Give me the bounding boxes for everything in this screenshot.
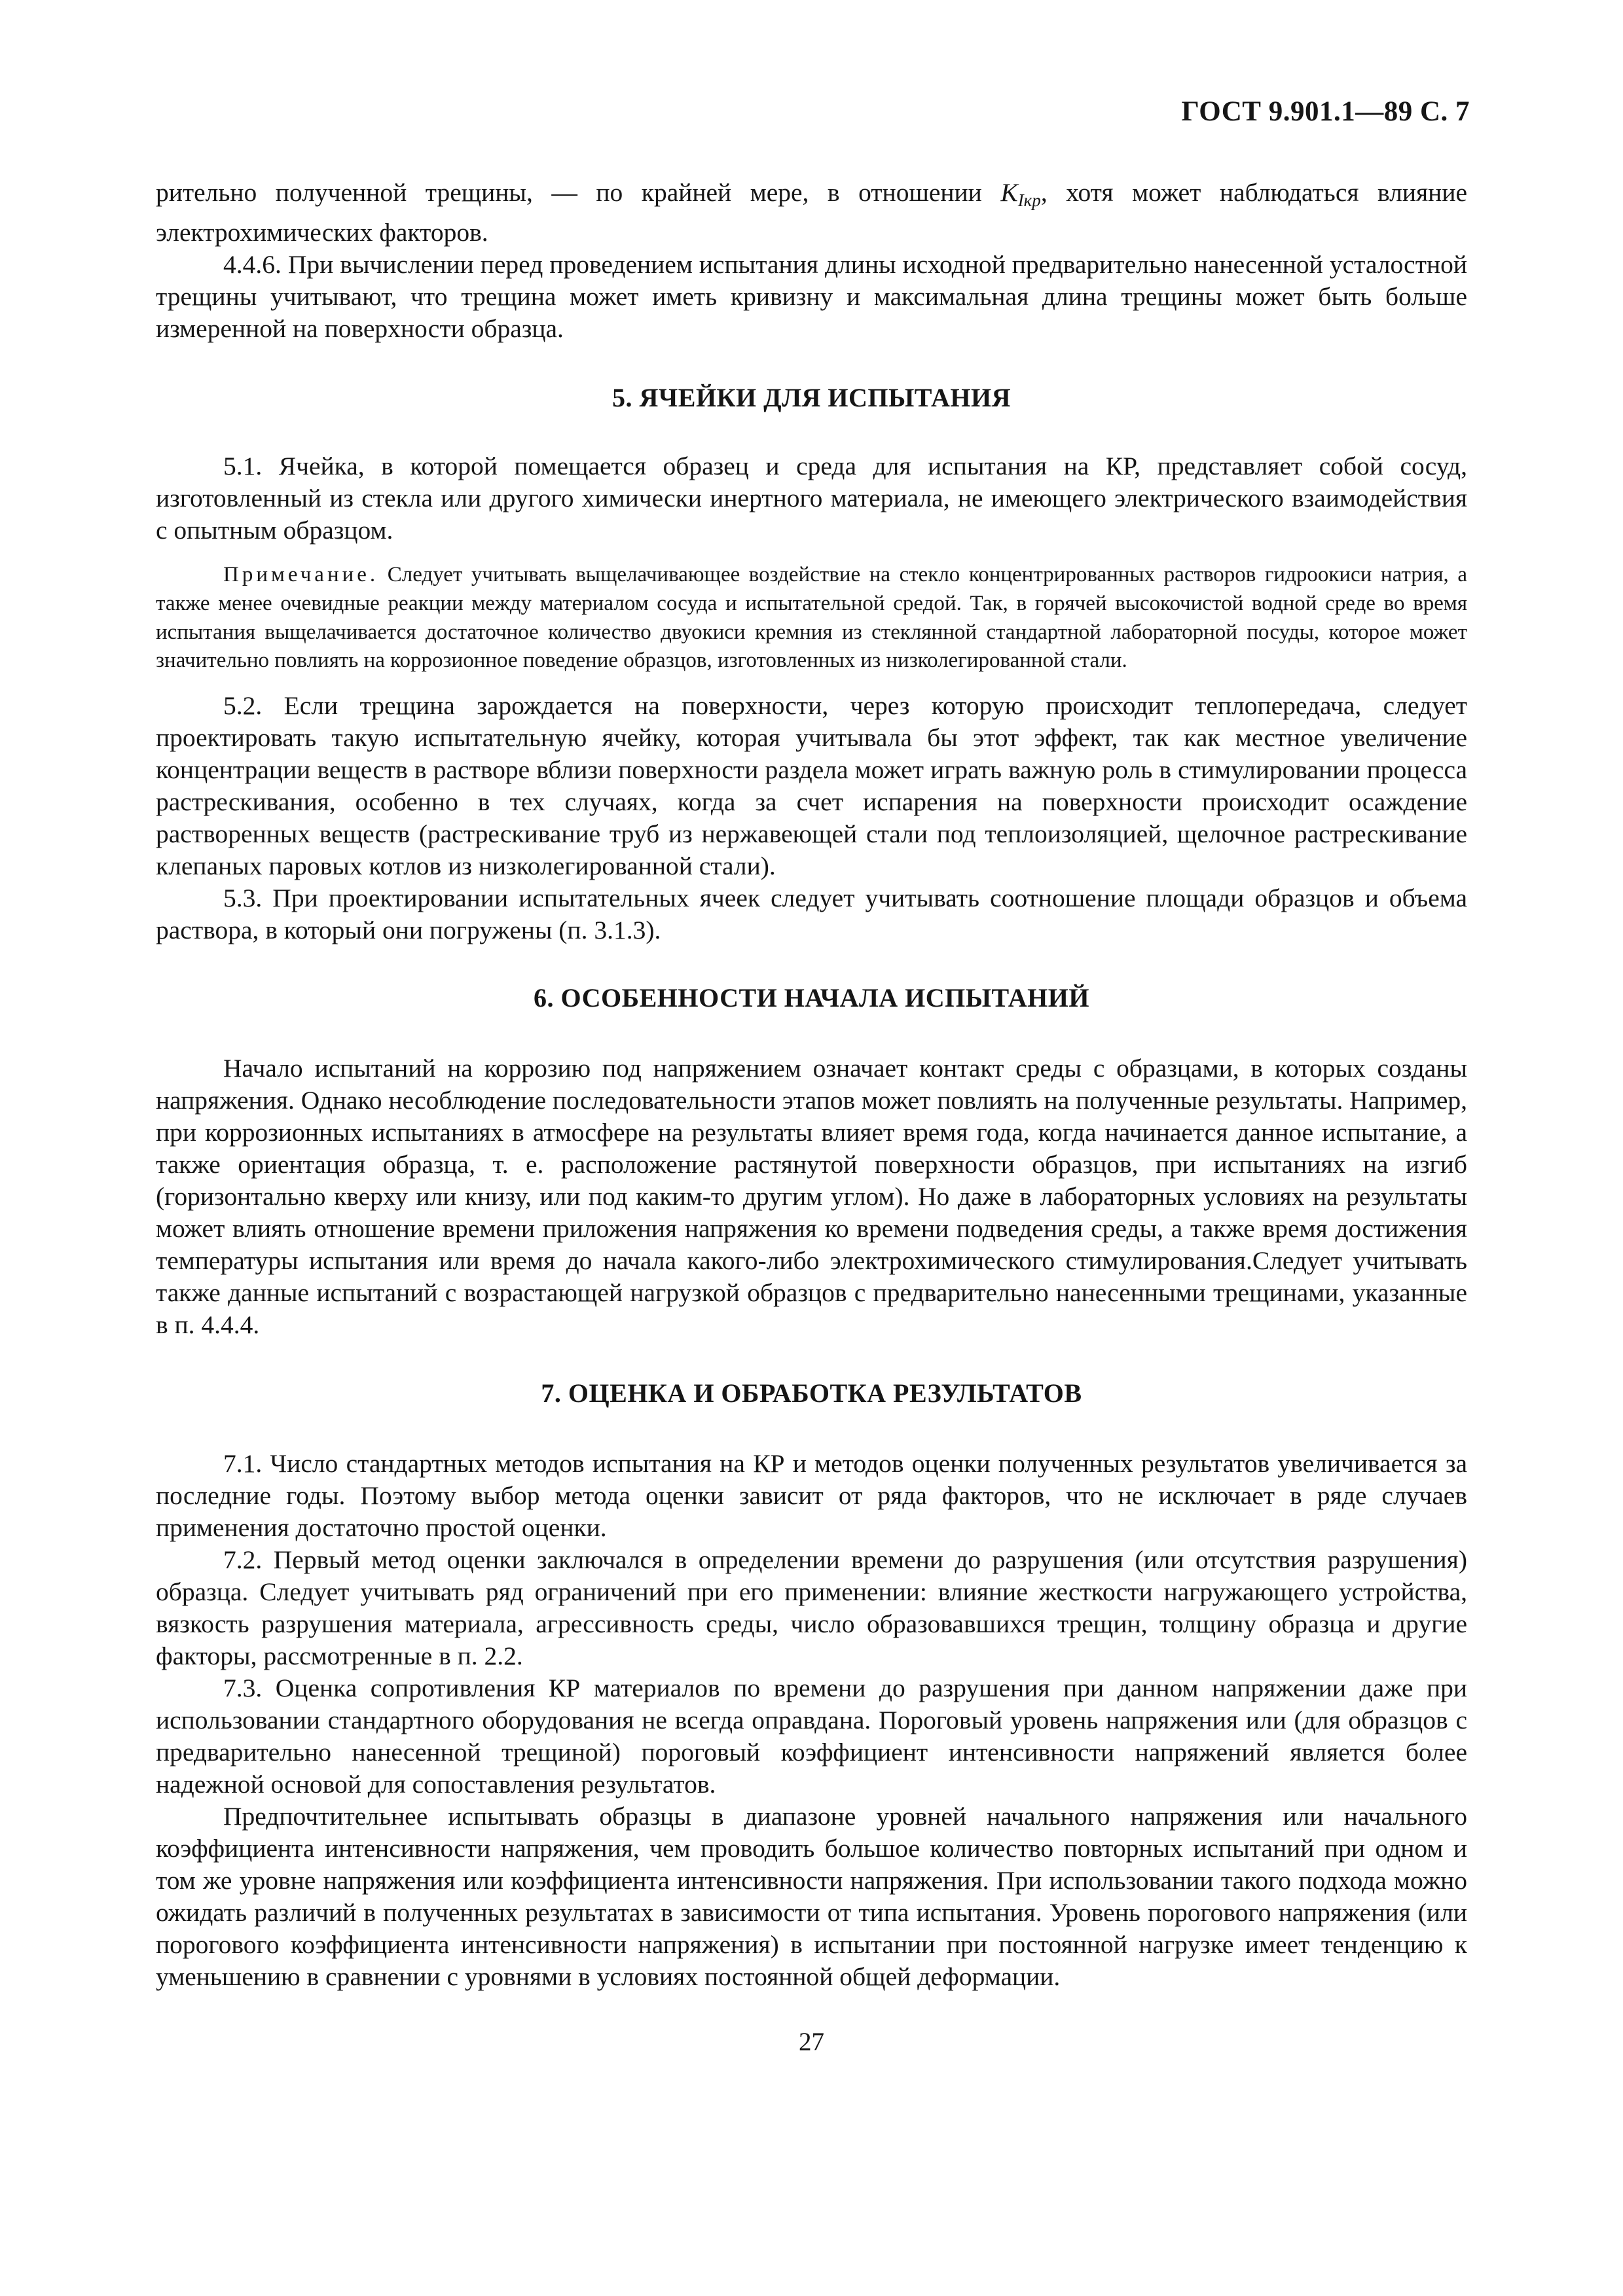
paragraph-5-2: 5.2. Если трещина зарождается на поверхности, через которую происходит теплопередача, следует проектировать такую испытательную ячейку, которая учитывала бы этот эффект, так как местное увеличение концентрации веществ в растворе вблизи поверхности раздела может играть важную роль в стимулировании процесса растрескивания, особенно в тех случаях, когда за счет испарения на поверхности происходит осаждение растворенных веществ (растрескивание труб из нержавеющей стали под теплоизоляцией, щелочное растрескивание клепаных паровых котлов из низколегированной стали).	[156, 691, 1467, 881]
paragraph-7-1: 7.1. Число стандартных методов испытания на КР и методов оценки полученных результатов увеличивается за последние годы. Поэтому выбор метода оценки зависит от ряда факторов, что не исключает в ряде случаев применения достаточно простой оценки.	[156, 1449, 1467, 1543]
running-header: ГОСТ 9.901.1—89 С. 7	[1181, 96, 1470, 127]
document-body	[156, 177, 1467, 1993]
page-number: 27	[799, 2028, 824, 2056]
note-block	[156, 561, 1467, 675]
section-5-heading: 5. ЯЧЕЙКИ ДЛЯ ИСПЫТАНИЯ	[612, 383, 1011, 412]
paragraph-4-4-6: 4.4.6. При вычислении перед проведением испытания длины исходной предварительно нанесенной усталостной трещины учитывают, что трещина может иметь кривизну и максимальная длина трещины может быть больше измеренной на поверхности образца.	[156, 250, 1467, 343]
continuation-tail: , хотя может наблюдаться влияние электрохимических факторов.	[156, 178, 1467, 247]
paragraph-7-3-continued: Предпочтительнее испытывать образцы в диапазоне уровней начального напряжения или начального коэффициента интенсивности напряжения, чем проводить большое количество повторных испытаний при одном и том же уровне напряжения или коэффициента интенсивности напряжения. При использовании такого подхода можно ожидать различий в полученных результатах в зависимости от типа испытания. Уровень порогового напряжения (или порогового коэффициента интенсивности напряжения) в испытании при постоянной нагрузке имеет тенденцию к уменьшению в сравнении с уровнями в условиях постоянной общей деформации.	[156, 1802, 1467, 1992]
note-text: Следует учитывать выщелачивающее воздействие на стекло концентрированных растворов гидроокиси натрия, а также менее очевидные реакции между материалом сосуда и испытательной средой. Так, в горячей высокочистой водной среде во время испытания выщелачивается достаточное количество двуокиси кремния из стеклянной стандартной лабораторной посуды, которое может значительно повлиять на коррозионное поведение образцов, изготовленных из низколегированной стали.	[156, 563, 1467, 673]
continuation-text: рительно полученной трещины, — по крайней мере, в отношении	[156, 178, 982, 207]
paragraph-continuation	[156, 177, 1467, 249]
note-label: Примечание.	[223, 563, 379, 586]
paragraph-7-3: 7.3. Оценка сопротивления КР материалов по времени до разрушения при данном напряжении даже при использовании стандартного оборудования не всегда оправдана. Пороговый уровень напряжения или (для образцов с предварительно нанесенной трещиной) пороговый коэффициент интенсивности напряжений является более надежной основой для сопоставления результатов.	[156, 1674, 1467, 1799]
paragraph-5-1: 5.1. Ячейка, в которой помещается образец и среда для испытания на КР, представляет собой сосуд, изготовленный из стекла или другого химически инертного материала, не имеющего электрического взаимодействия с опытным образцом.	[156, 452, 1467, 545]
section-6-heading: 6. ОСОБЕННОСТИ НАЧАЛА ИСПЫТАНИЙ	[534, 983, 1089, 1013]
section-7-heading: 7. ОЦЕНКА И ОБРАБОТКА РЕЗУЛЬТАТОВ	[541, 1378, 1082, 1408]
paragraph-7-2: 7.2. Первый метод оценки заключался в определении времени до разрушения (или отсутствия разрушения) образца. Следует учитывать ряд ограничений при его применении: влияние жесткости нагружающего устройства, вязкость разрушения материала, агрессивность среды, число образовавшихся трещин, толщину образца и другие факторы, рассмотренные в п. 2.2.	[156, 1545, 1467, 1671]
k-subscript: Iкр	[1017, 190, 1041, 210]
k-symbol: K	[1000, 178, 1018, 207]
paragraph-6: Начало испытаний на коррозию под напряжением означает контакт среды с образцами, в которых созданы напряжения. Однако несоблюдение последовательности этапов может повлиять на полученные результаты. Например, при коррозионных испытаниях в атмосфере на результаты влияет время года, когда начинается данное испытание, а также ориентация образца, т. е. расположение растянутой поверхности образцов, при испытаниях на изгиб (горизонтально кверху или книзу, или под каким-то другим углом). Но даже в лабораторных условиях на результаты может влиять отношение времени приложения напряжения ко времени подведения среды, а также время достижения температуры испытания или время до начала какого-либо электрохимического стимулирования.Следует учитывать также данные испытаний с возрастающей нагрузкой образцов с предварительно нанесенными трещинами, указанные в п. 4.4.4.	[156, 1054, 1467, 1340]
paragraph-5-3: 5.3. При проектировании испытательных ячеек следует учитывать соотношение площади образцов и объема раствора, в который они погружены (п. 3.1.3).	[156, 884, 1467, 945]
